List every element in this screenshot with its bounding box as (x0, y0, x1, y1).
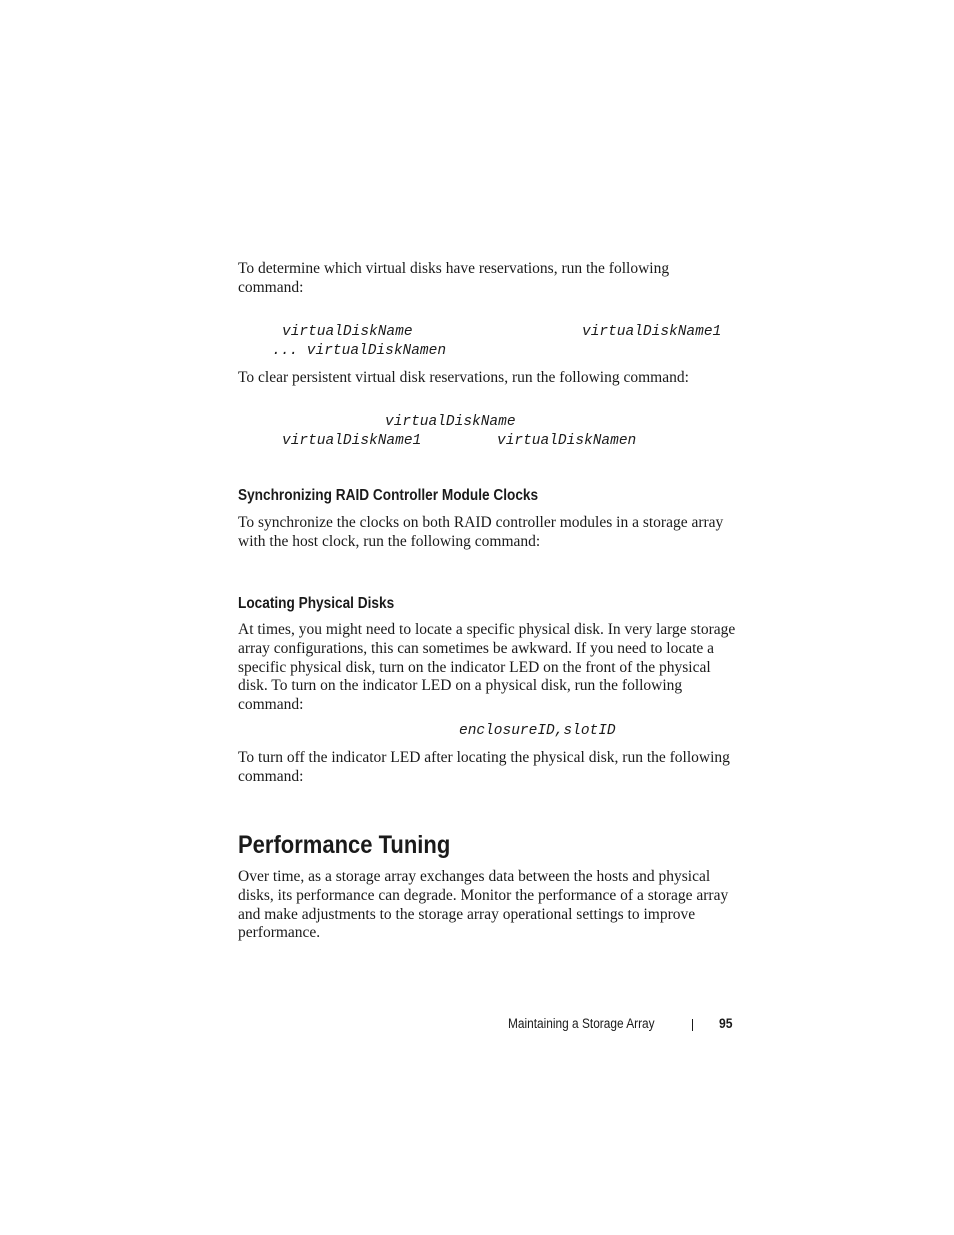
page-number: 95 (719, 1016, 733, 1031)
code-arg-virtual-disk-name1: virtualDiskName1 (282, 433, 422, 449)
paragraph-locate-disks: At times, you might need to locate a specific physical disk. In very large storage array configurations, this can sometimes be awkward. If you need to locate a specific physical disk, turn on the indicator LED on the front of the physical disk. To turn on the indicator LED on a physical disk, run the following command: (238, 621, 736, 714)
paragraph-performance-tuning: Over time, as a storage array exchanges data between the hosts and physical disks, its performance can degrade. Monitor the performance of a storage array and make adjustments to the storage array operational settings to improve performance. (238, 868, 729, 942)
paragraph-led-off: To turn off the indicator LED after locating the physical disk, run the following command: (238, 749, 730, 785)
paragraph-clear-reservations: To clear persistent virtual disk reservations, run the following command: (238, 369, 689, 386)
heading-sync-clocks: Synchronizing RAID Controller Module Clocks (238, 487, 539, 504)
code-arg-enclosure-slot: enclosureID,slotID (459, 723, 616, 739)
footer-separator (692, 1019, 693, 1031)
code-arg-virtual-disk-name: virtualDiskName (385, 414, 516, 430)
code-arg-virtual-disk-name: virtualDiskName (282, 324, 413, 340)
heading-locate-disks: Locating Physical Disks (238, 595, 395, 612)
paragraph-sync-clocks: To synchronize the clocks on both RAID controller modules in a storage array with the host clock, run the following command: (238, 514, 724, 550)
heading-performance-tuning: Performance Tuning (238, 831, 451, 859)
footer-section-title: Maintaining a Storage Array (508, 1016, 655, 1031)
code-arg-virtual-disk-namen: virtualDiskNamen (497, 433, 637, 449)
code-arg-virtual-disk-namen: ... virtualDiskNamen (272, 343, 447, 359)
code-arg-virtual-disk-name1: virtualDiskName1 (582, 324, 722, 340)
paragraph-reservations: To determine which virtual disks have reservations, run the following command: (238, 260, 670, 296)
